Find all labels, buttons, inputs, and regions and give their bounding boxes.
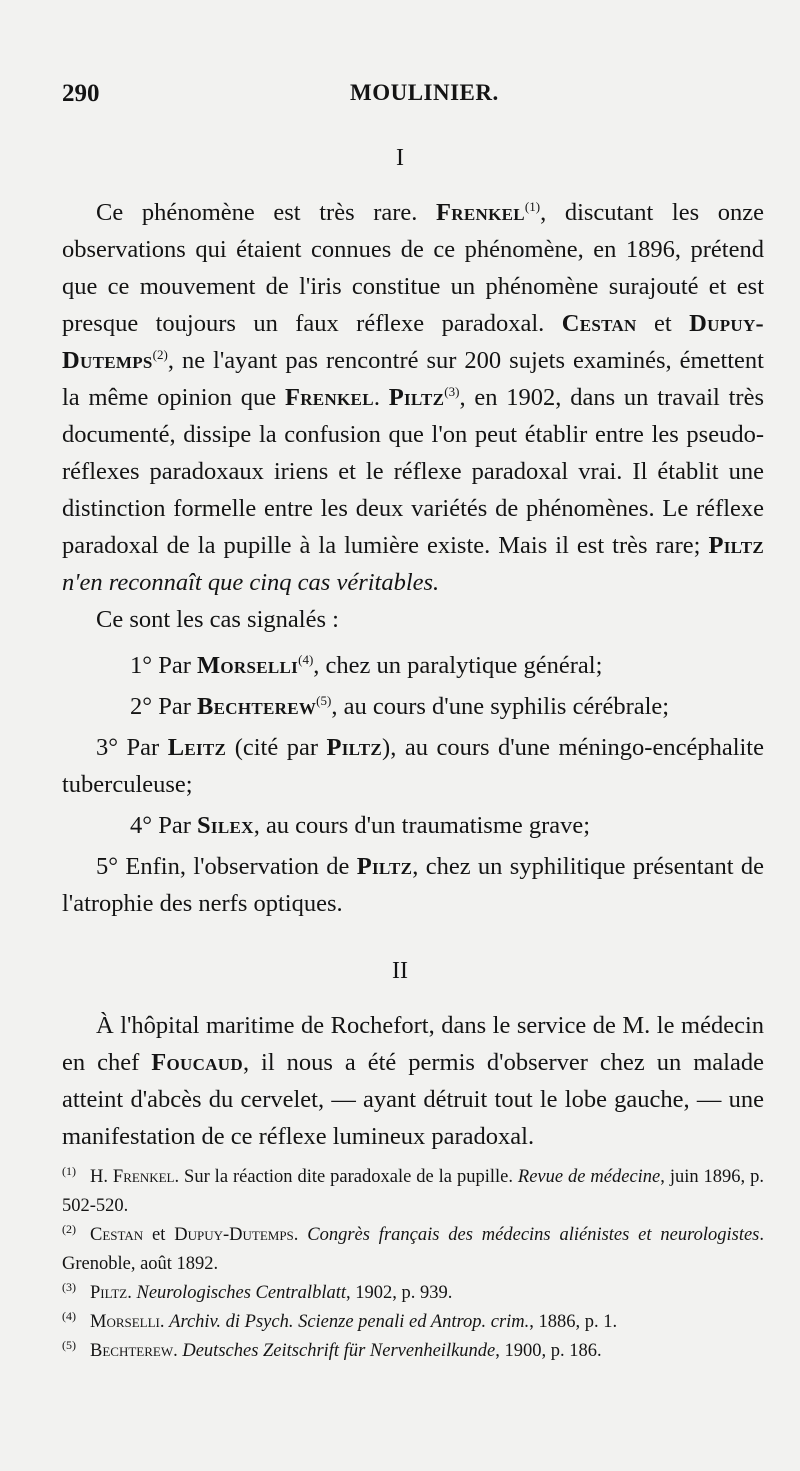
journal-title: Archiv. di Psych. Scienze penali ed Antrop. crim. [169,1312,530,1332]
journal-title: Deutsches Zeitschrift für Nervenheilkunde [182,1341,496,1361]
item-number: 2° [130,693,153,720]
author-name: Frenkel [436,199,525,226]
text-run: Enfin, l'observation de [118,853,357,880]
footnote-3: (3) Piltz. Neurologisches Centralblatt, 1902, p. 939. [62,1279,453,1303]
text-run: , chez un paralytique général; [313,652,603,679]
text-run: et [636,310,690,337]
section-numeral-2: II [392,958,408,984]
text-run: Par [152,693,197,720]
text-run: À l'hôpital maritime de Rochefort, dans le service de M. le médecin en chef [62,1012,764,1076]
text-run: . [293,1225,308,1245]
list-item [62,848,764,922]
footnote-2: (2) Cestan et Dupuy-Dutemps. Congrès français des médecins aliénistes et neurologistes. Grenoble, août 1892. [62,1221,764,1274]
footnote-ref: (4) [298,651,314,667]
text-run: , 1886, p. 1. [529,1312,618,1332]
author-name: Cestan [90,1225,144,1245]
text-run: Par [118,734,168,761]
author-name: Dupuy-Dutemps [62,310,764,374]
author-name: Piltz [90,1283,128,1303]
page-number: 290 [62,80,100,107]
text-run: , ne l'ayant pas rencontré sur 200 sujets examinés, émettent la même opinion que [62,347,764,411]
section-1-body [62,194,764,638]
section-numeral-1: I [396,145,404,171]
author-name: Frenkel [284,384,374,411]
text-run: Ce phénomène est très rare. [96,199,437,226]
list-item [62,807,764,844]
item-number: 3° [96,734,119,761]
author-name: Morselli [196,652,299,679]
text-run: (cité par [226,734,327,761]
author-name: H. Frenkel [90,1167,175,1187]
footnote-ref: (2) [152,346,168,362]
case-list [62,647,764,922]
list-item [62,647,764,684]
text-run: . Sur la réaction dite paradoxale de la pupille. [174,1167,518,1187]
author-name: Piltz [326,734,383,761]
text-run: ), au cours d'une méningo-encéphalite tuberculeuse; [62,734,764,798]
author-name: Bechterew [90,1341,174,1361]
author-name: Leitz [167,734,227,761]
text-run: , au cours d'un traumatisme grave; [253,812,591,839]
author-name: Bechterew [196,693,317,720]
paragraph-2: Ce sont les cas signalés : [96,606,339,633]
journal-title: Congrès français des médecins aliénistes et neurologistes [307,1225,760,1245]
section-2-body [62,1007,764,1155]
footnote-1: (1) H. Frenkel. Sur la réaction dite paradoxale de la pupille. Revue de médecine, juin 1896, p. 502-520. [62,1163,764,1216]
author-name: Piltz [708,532,764,559]
running-title: MOULINIER. [350,80,499,105]
author-name: Foucaud [151,1049,243,1076]
paragraph-3 [62,1007,764,1155]
italic-run: n'en reconnaît que cinq cas véritables. [62,569,440,596]
item-number: 1° [130,652,153,679]
text-run: , en 1902, dans un travail très documenté, dissipe la confusion que l'on peut établir entre les pseudo-réflexes paradoxaux iriens et le réflexe paradoxal vrai. Il établit une distinction formelle entre les deux variétés de phénomènes. Le réflexe paradoxal de la pupille à la lumière existe. Mais il est très rare; [62,384,764,559]
text-run: , 1902, p. 939. [346,1283,453,1303]
text-run: , 1900, p. 186. [495,1341,602,1361]
text-run: . [127,1283,137,1303]
text-run: . [173,1341,183,1361]
list-item [62,729,764,803]
text-run: . [373,384,389,411]
author-name: Dupuy-Dutemps [174,1225,294,1245]
text-run: , il nous a été permis d'observer chez un malade atteint d'abcès du cervelet, — ayant détruit tout le lobe gauche, — une manifestation de ce réflexe lumineux paradoxal. [62,1049,764,1150]
footnote-4: (4) Morselli. Archiv. di Psych. Scienze penali ed Antrop. crim., 1886, p. 1. [62,1308,618,1332]
text-run: . [159,1312,170,1332]
text-run: Par [152,812,197,839]
paragraph-1 [62,194,764,601]
item-number: 4° [130,812,153,839]
footnote-5: (5) Bechterew. Deutsches Zeitschrift für Nervenheilkunde, 1900, p. 186. [62,1337,602,1361]
author-name: Silex [196,812,254,839]
item-number: 5° [96,853,119,880]
text-run: , chez un syphilitique présentant de l'atrophie des nerfs optiques. [62,853,764,917]
text-run: Par [152,652,197,679]
author-name: Piltz [388,384,445,411]
author-name: Cestan [561,310,637,337]
footnotes [62,1163,764,1366]
running-head [62,80,760,116]
journal-title: Neurologisches Centralblatt [136,1283,346,1303]
text-run: et [143,1225,175,1245]
footnote-ref: (5) [316,692,332,708]
journal-title: Revue de médecine [517,1167,661,1187]
author-name: Morselli [90,1312,160,1332]
text-run: , discutant les onze observations qui étaient connues de ce phénomène, en 1896, prétend que ce mouvement de l'iris constitue un phénomène surajouté et est presque toujours un faux réflexe paradoxal. [62,199,764,337]
text-run: , au cours d'une syphilis cérébrale; [331,693,670,720]
list-item [62,688,764,725]
text-run: . Grenoble, août 1892. [62,1225,764,1274]
author-name: Piltz [356,853,413,880]
text-run: , juin 1896, p. 502-520. [62,1167,764,1216]
footnote-ref: (3) [444,383,460,399]
footnote-ref: (1) [524,198,541,214]
